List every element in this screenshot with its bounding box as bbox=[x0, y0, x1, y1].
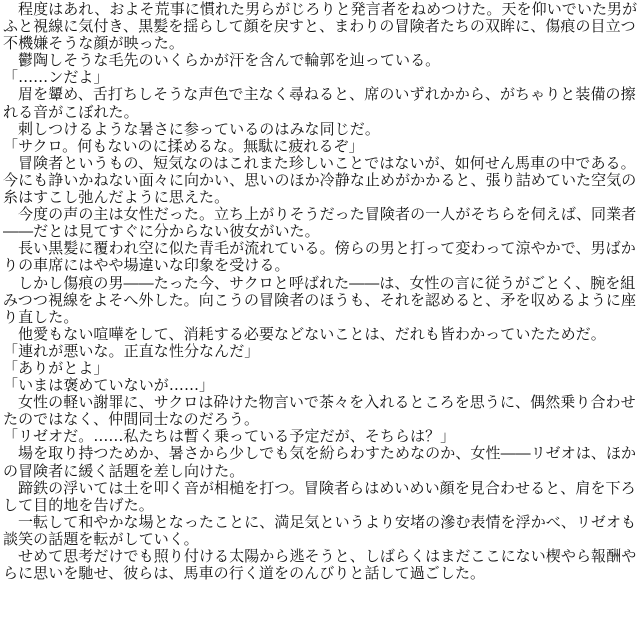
paragraph: 程度はあれ、およそ荒事に慣れた男らがじろりと発言者をねめつけた。天を仰いでいた男がふと視線に気付き、黒髪を揺らして顔を戻すと、まわりの冒険者たちの双眸に、傷痕の目立つ不機嫌そうな顔が映った。 bbox=[3, 0, 638, 53]
dialogue-line: 「……ンだよ」 bbox=[3, 68, 109, 87]
paragraph: 刺しつけるような暑さに参っているのはみな同じだ。 bbox=[18, 119, 380, 138]
dialogue-line: 「ありがとよ」 bbox=[3, 358, 109, 377]
paragraph: 女性の軽い謝罪に、サクロは砕けた物言いで茶々を入れるところを思うに、偶然乗り合わせたのではなく、仲間同士なのだろう。 bbox=[3, 393, 636, 429]
paragraph: せめて思考だけでも照り付ける太陽から逃そうと、しばらくはまだここにない楔やら報酬やらに思いを馳せ、彼らは、馬車の行く道をのんびりと話して過ごした。 bbox=[3, 547, 637, 583]
dialogue-line: 「リゼオだ。……私たちは暫く乗っている予定だが、そちらは？」 bbox=[3, 427, 456, 446]
paragraph: しかし傷痕の男――たった今、サクロと呼ばれた――は、女性の言に従うがごとく、腕を組みつつ視線をよそへ外した。向こうの冒険者のほうも、それを認めると、矛を収めるように座り直した。 bbox=[3, 273, 637, 326]
dialogue-line: 「サクロ。何もないのに揉めるな。無駄に疲れるぞ」 bbox=[3, 136, 364, 155]
paragraph: 冒険者というもの、短気なのはこれまた珍しいことではないが、如何せん馬車の中である。今にも諍いかねない面々に向かい、思いのほか冷静な止めがかかると、張り詰めていた空気の糸はすこし弛んだように思えた。 bbox=[3, 153, 637, 207]
paragraph: 蹄鉄の浮いては土を叩く音が相槌を打つ。冒険者らはめいめい顔を見合わせると、肩を下ろして目的地を告げた。 bbox=[3, 478, 636, 514]
paragraph: 場を取り持つためか、暑さから少しでも気を紛らわすためなのか、女性――リゼオは、ほかの冒険者に緩く話題を差し向けた。 bbox=[3, 444, 637, 480]
paragraph: 眉を顰め、舌打ちしそうな声色で主なく尋ねると、席のいずれかから、がちゃりと装備の擦れる音がこぼれた。 bbox=[3, 85, 636, 121]
paragraph: 長い黒髪に覆われ空に似た青毛が流れている。傍らの男と打って変わって涼やかで、男ばかりの車席にはやや場違いな印象を受ける。 bbox=[3, 239, 636, 275]
paragraph: 一転して和やかな場となったことに、満足気というより安堵の滲む表情を浮かべ、リゼオも談笑の話題を転がしていく。 bbox=[3, 512, 637, 548]
dialogue-line: 「いまは褒めていないが……」 bbox=[3, 376, 215, 395]
dialogue-line: 「連れが悪いな。正直な性分なんだ」 bbox=[3, 341, 260, 360]
paragraph: 今度の声の主は女性だった。立ち上がりそうだった冒険者の一人がそちらを伺えば、同業者――だとは見てすぐに分からない彼女がいた。 bbox=[3, 205, 637, 241]
paragraph: 鬱陶しそうな毛先のいくらかが汗を含んで輪郭を辿っている。 bbox=[18, 51, 441, 70]
paragraph: 他愛もない喧嘩をして、消耗する必要などないことは、だれも皆わかっていたためだ。 bbox=[18, 324, 606, 343]
